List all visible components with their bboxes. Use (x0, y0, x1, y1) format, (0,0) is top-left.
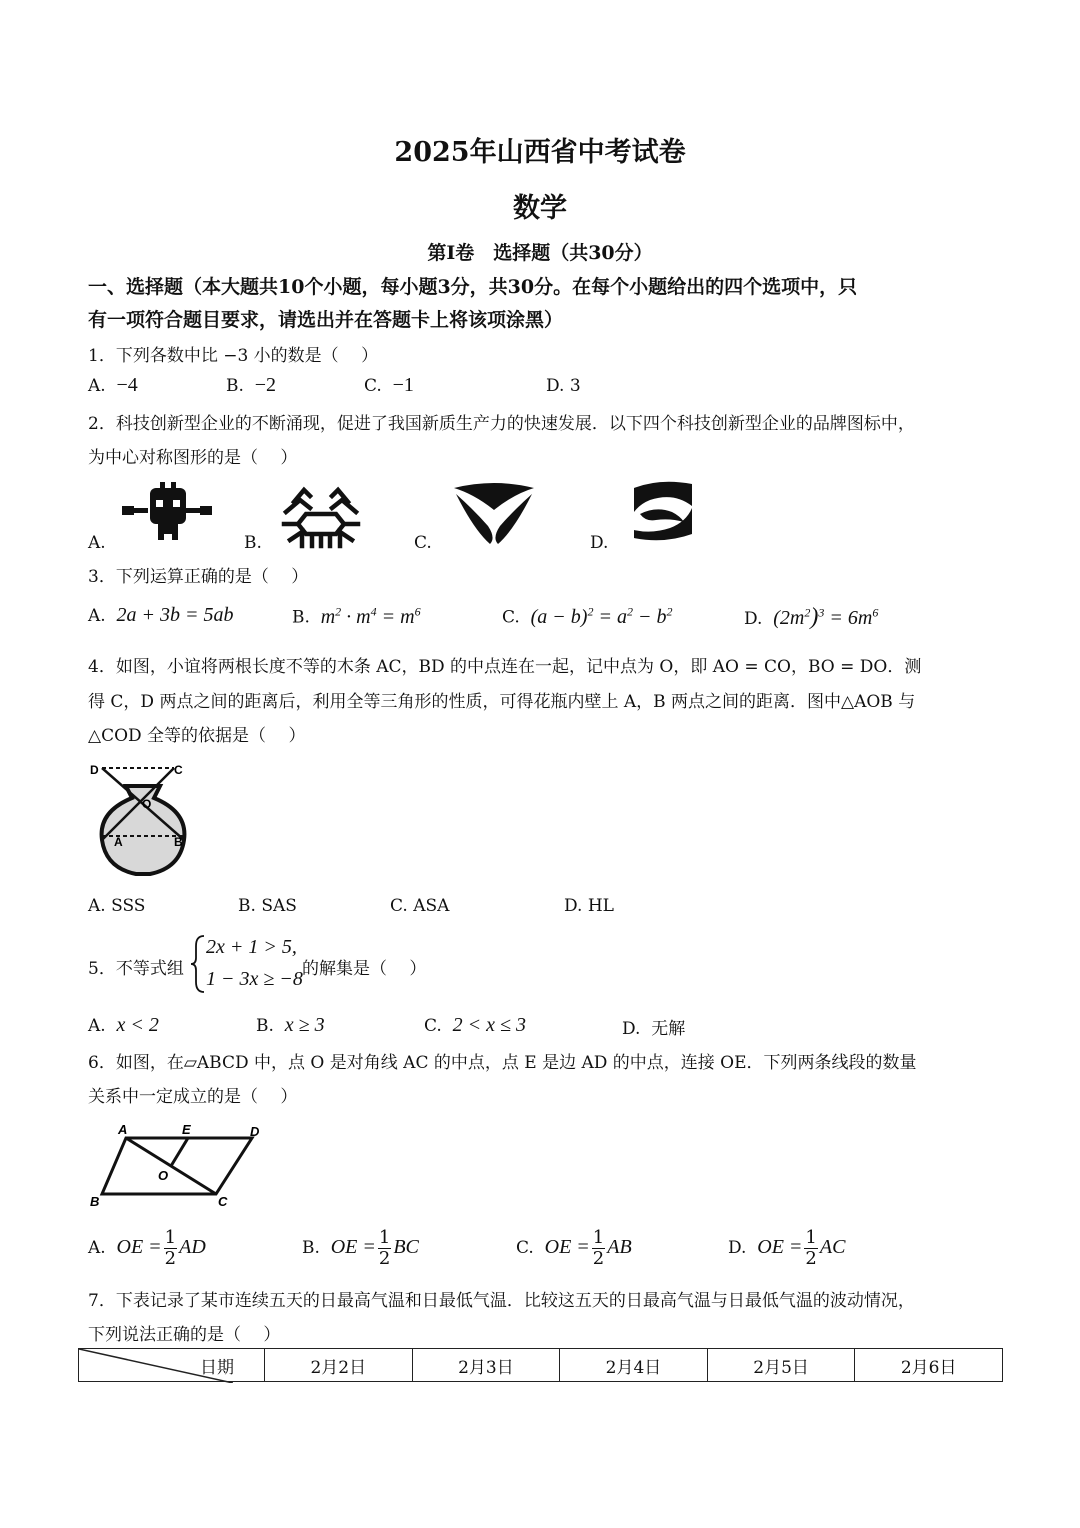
vase-label-d: D (90, 763, 99, 777)
vase-label-o: O (142, 797, 152, 811)
q5-option-c: C. 2 < x ≤ 3 (424, 1014, 526, 1036)
swirl-logo-icon (630, 478, 696, 542)
q1-option-a: A. −4 (88, 374, 138, 396)
q5-suffix: 的解集是（ ） (302, 959, 427, 979)
q2-label-a: A. (88, 533, 106, 553)
q3-option-c: C. $(a - b)^2 = a^2 - b^2$ (502, 604, 673, 628)
temperature-table (78, 1348, 1003, 1382)
q5-option-d: D. 无解 (622, 1019, 686, 1039)
q5-inequality-1: 2x + 1 > 5, (206, 936, 297, 958)
q4-option-d: D. HL (564, 896, 614, 916)
crab-logo-icon (280, 484, 362, 550)
q4-line1: 4．如图，小谊将两根长度不等的木条 AC，BD 的中点连在一起，记中点为 O，即 AO = CO，BO = DO．测 (88, 657, 922, 677)
q1-stem: 1．下列各数中比 −3 小的数是（ ） (88, 346, 379, 366)
q2-label-d: D. (590, 533, 609, 553)
vase-label-c: C (174, 763, 183, 777)
parallelogram-figure (86, 1122, 276, 1210)
q4-line2: 得 C，D 两点之间的距离后，利用全等三角形的性质，可得花瓶内壁上 A，B 两点之间的距离．图中△AOB 与 (88, 692, 916, 712)
q2-line1: 2．科技创新型企业的不断涌现，促进了我国新质生产力的快速发展．以下四个科技创新型企业的品牌图标中， (88, 414, 915, 434)
para-label-d: D (250, 1124, 260, 1139)
q6-line1: 6．如图，在▱ABCD 中，点 O 是对角线 AC 的中点，点 E 是边 AD 的中点，连接 OE．下列两条线段的数量 (88, 1053, 917, 1073)
table-header-cell: 2月6日 (855, 1349, 1003, 1382)
q5-option-a: A. x < 2 (88, 1014, 159, 1036)
table-header-cell: 2月4日 (560, 1349, 708, 1382)
arcs-logo-icon (452, 480, 536, 544)
table-header-cell: 2月2日 (265, 1349, 413, 1382)
q2-label-b: B. (244, 533, 262, 553)
table-corner-cell: 日期 (79, 1349, 265, 1382)
robot-logo-icon (120, 478, 216, 544)
q3-option-a: A. 2a + 3b = 5ab (88, 604, 234, 626)
q7-line2: 下列说法正确的是（ ） (88, 1325, 281, 1345)
para-label-e: E (182, 1122, 191, 1137)
vase-label-b: B (174, 835, 183, 849)
table-header-cell: 2月3日 (412, 1349, 560, 1382)
q3-option-b: B. $m^2 \cdot m^4 = m^6$ (292, 604, 421, 628)
subject-title: 数学 (513, 193, 567, 224)
q4-option-a: A. SSS (88, 896, 146, 916)
q5-option-b: B. x ≥ 3 (256, 1014, 325, 1036)
section-heading-line2: 有一项符合题目要求，请选出并在答题卡上将该项涂黑） (88, 309, 564, 331)
section-heading-line1: 一、选择题（本大题共10个小题，每小题3分，共30分。在每个小题给出的四个选项中，只 (88, 276, 858, 298)
q4-option-c: C. ASA (390, 896, 450, 916)
q4-line3: △COD 全等的依据是（ ） (88, 726, 306, 746)
q4-option-b: B. SAS (238, 896, 297, 916)
exam-title: 2025年山西省中考试卷 (394, 137, 686, 168)
vase-label-a: A (114, 835, 123, 849)
q1-option-c: C. −1 (364, 374, 414, 396)
q1-option-d: D. 3 (546, 376, 581, 396)
table-header-cell: 2月5日 (707, 1349, 855, 1382)
q5-inequality-2: 1 − 3x ≥ −8 (206, 968, 303, 990)
table-row (79, 1349, 1003, 1382)
q6-option-b: B. OE = $\frac{1}{2}$ BC (302, 1227, 419, 1269)
q7-line1: 7．下表记录了某市连续五天的日最高气温和日最低气温．比较这五天的日最高气温与日最低气温的波动情况， (88, 1291, 915, 1311)
part-title: 第Ⅰ卷 选择题（共30分） (427, 242, 653, 264)
para-label-b: B (90, 1194, 100, 1209)
vase-figure (88, 760, 198, 880)
q1-option-b: B. −2 (226, 374, 276, 396)
q6-option-d: D. OE = $\frac{1}{2}$ AC (728, 1227, 846, 1269)
q2-label-c: C. (414, 533, 432, 553)
q6-option-c: C. OE = $\frac{1}{2}$ AB (516, 1227, 632, 1269)
q3-option-d: D. $(2m^2)^3 = 6m^6$ (744, 604, 879, 630)
q6-option-a: A. OE = $\frac{1}{2}$ AD (88, 1227, 206, 1269)
q5-prefix: 5．不等式组 (88, 959, 184, 979)
para-label-o: O (158, 1168, 169, 1183)
para-label-a: A (118, 1122, 128, 1137)
q6-line2: 关系中一定成立的是（ ） (88, 1087, 298, 1107)
q3-stem: 3．下列运算正确的是（ ） (88, 567, 309, 587)
para-label-c: C (218, 1194, 228, 1209)
q2-line2: 为中心对称图形的是（ ） (88, 448, 298, 468)
system-brace-icon (190, 934, 206, 994)
